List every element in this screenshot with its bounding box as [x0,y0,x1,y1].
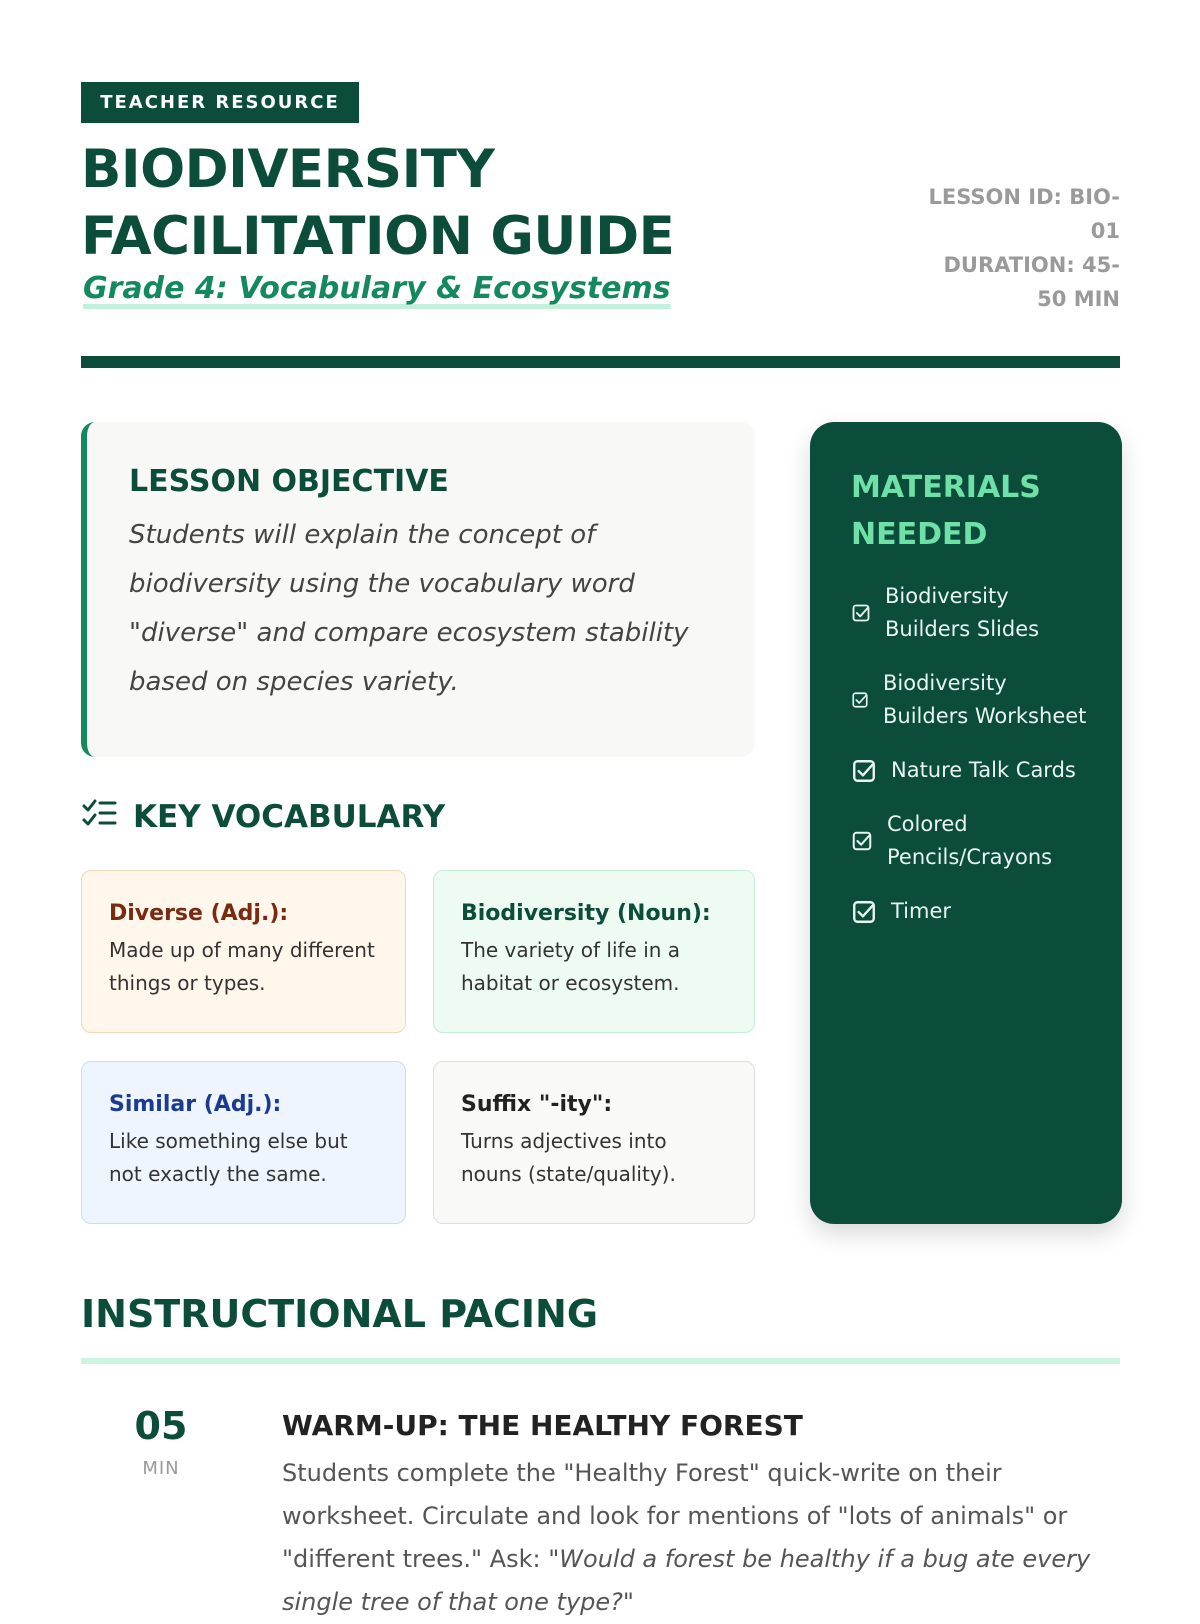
page-subtitle: Grade 4: Vocabulary & Ecosystems [83,271,671,306]
step-question: "Would a forest be healthy if a bug ate every single tree of that one type?" [282,1545,1091,1616]
checkbox-icon [851,899,877,925]
pacing-divider [81,1358,1120,1364]
material-label: Biodiversity Builders Worksheet [883,671,1087,728]
teacher-resource-tag: TEACHER RESOURCE [81,82,359,123]
vocabulary-heading [81,798,445,836]
vocab-term: Similar (Adj.): [109,1092,282,1117]
step-title: WARM-UP: THE HEALTHY FOREST [282,1409,803,1442]
vocab-term: Suffix "-ity": [461,1092,613,1117]
checklist-icon [81,798,133,836]
page-title [81,136,801,270]
material-item [851,895,1092,928]
checkbox-icon [851,758,877,784]
vocab-card-diverse [81,870,406,1033]
vocab-definition: The variety of life in a habitat or ecosystem. [461,938,681,995]
vocabulary-heading-label: KEY VOCABULARY [133,799,446,835]
title-line-1: BIODIVERSITY [81,139,495,200]
lesson-id: LESSON ID: BIO-01 [928,185,1120,243]
step-description [282,1452,1122,1624]
materials-heading: MATERIALS NEEDED [851,470,1041,552]
objective-text: Students will explain the concept of biodiversity using the vocabulary word "diverse" and compare ecosystem stability based on species variety. [129,520,689,697]
vocab-term: Diverse (Adj.): [109,901,289,926]
pacing-heading: INSTRUCTIONAL PACING [81,1292,599,1336]
materials-panel [810,422,1122,1224]
vocab-definition: Made up of many different things or types. [109,938,375,995]
material-item [851,580,1092,646]
vocab-definition: Turns adjectives into nouns (state/quality). [461,1129,676,1186]
material-item [851,667,1092,733]
material-label: Biodiversity Builders Slides [885,584,1040,641]
step-minutes-unit: MIN [142,1458,180,1479]
step-description-text: Students complete the "Healthy Forest" quick-write on their worksheet. Circulate and look for mentions of "lots of animals" or "different trees." Ask: [282,1459,1068,1573]
vocab-card-biodiversity [433,870,755,1033]
material-label: Timer [891,899,952,923]
checkbox-icon [851,603,871,623]
title-line-2: FACILITATION GUIDE [81,206,675,267]
lesson-meta [920,180,1120,316]
vocab-definition: Like something else but not exactly the same. [109,1129,348,1186]
vocab-card-similar [81,1061,406,1224]
lesson-duration: DURATION: 45-50 MIN [943,253,1120,311]
vocab-card-suffix [433,1061,755,1224]
material-label: Colored Pencils/Crayons [887,812,1053,869]
objective-panel [81,422,755,757]
checkbox-icon [851,691,869,709]
objective-heading: LESSON OBJECTIVE [129,464,449,499]
header-divider [81,356,1120,368]
step-minutes: 05 [134,1404,188,1448]
material-label: Nature Talk Cards [891,758,1076,782]
vocab-term: Biodiversity (Noun): [461,901,711,926]
material-item [851,808,1092,874]
checkbox-icon [851,830,873,852]
material-item [851,754,1092,787]
